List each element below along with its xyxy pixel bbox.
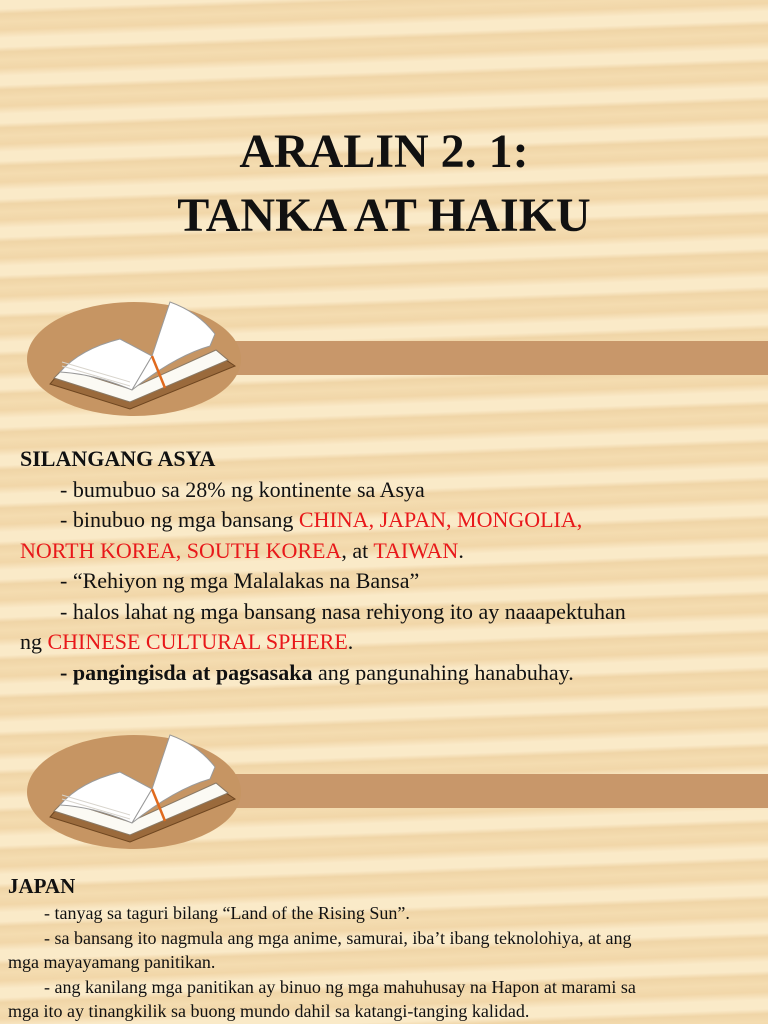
highlight-koreas: NORTH KOREA, SOUTH KOREA [20,537,342,563]
divider-band-2 [200,774,768,808]
highlight-taiwan: TAIWAN [373,537,459,563]
bullet-3-cont: mga ito ay tinangkilik sa buong mundo dahil sa katangi-tanging kalidad. [8,1001,530,1021]
bullet-2-cont: mga mayayamang panitikan. [8,952,216,972]
bullet-3: - ang kanilang mga panitikan ay binuo ng mga mahuhusay na Hapon at marami sa [44,976,636,997]
bullet-2-cont: NORTH KOREA, SOUTH KOREA, at TAIWAN. [20,537,464,563]
section-heading: JAPAN [8,874,76,898]
bullet-1: - bumubuo sa 28% ng kontinente sa Asya [60,476,425,502]
section-heading: SILANGANG ASYA [20,446,216,471]
bullet-4-cont: ng CHINESE CULTURAL SPHERE. [20,629,354,654]
title-line-2: TANKA AT HAIKU [177,189,591,242]
bullet-3: - “Rehiyon ng mga Malalakas na Bansa” [60,568,420,593]
page-title [0,120,768,248]
title-line-1: ARALIN 2. 1: [239,125,529,178]
section-japan [8,871,758,1024]
open-book-icon [40,727,240,851]
divider-band-1 [190,341,768,375]
bullet-5: - pangingisda at pagsasaka ang pangunahing hanabuhay. [60,659,574,685]
bullet-1: - tanyag sa taguri bilang “Land of the Rising Sun”. [44,903,410,923]
highlight-sphere: CHINESE CULTURAL SPHERE [47,629,348,654]
bullet-2: - sa bansang ito nagmula ang mga anime, samurai, iba’t ibang teknolohiya, at ang [44,927,632,948]
highlight-countries: CHINA, JAPAN, MONGOLIA, [298,507,583,532]
bullet-4: - halos lahat ng mga bansang nasa rehiyong ito ay naaapektuhan [60,598,626,624]
bold-livelihood: pangingisda at pagsasaka [72,659,313,685]
bullet-2: - binubuo ng mga bansang CHINA, JAPAN, MONGOLIA, [60,507,583,532]
section-silangang-asya [20,444,755,688]
open-book-icon [40,294,240,418]
